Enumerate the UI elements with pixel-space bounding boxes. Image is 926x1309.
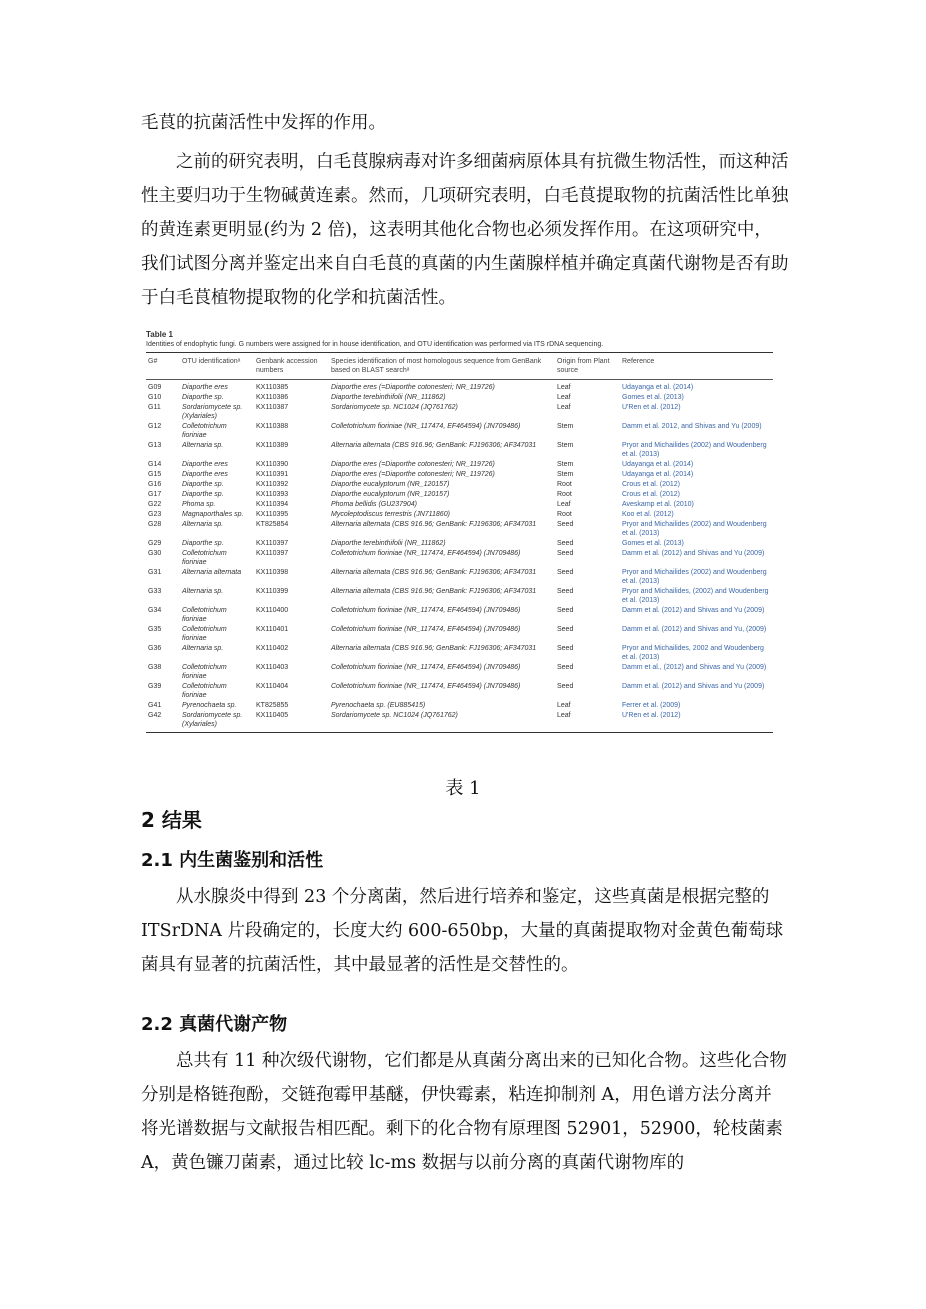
cell-origin: Leaf xyxy=(557,394,571,401)
header-species: Species identification of most homologous sequence from GenBank based on BLAST searchᵃ xyxy=(329,353,555,380)
cell-species: Alternaria alternata (CBS 916.96; GenBank: FJ196306; AF347031 xyxy=(331,588,537,595)
cell-accession: KX110393 xyxy=(256,491,289,498)
cell-accession: KX110394 xyxy=(256,501,289,508)
cell-reference: Pryor and Michailides, (2002) and Woudenberg et al. (2013) xyxy=(622,588,769,604)
cell-species: Alternaria alternata (CBS 916.96; GenBank: FJ196306; AF347031 xyxy=(331,442,537,449)
table-row xyxy=(146,393,773,403)
cell-reference: U'Ren et al. (2012) xyxy=(620,711,773,733)
cell-accession: KX110398 xyxy=(256,569,289,576)
section-2-1-text: 从水腺炎中得到 23 个分离菌，然后进行培养和鉴定，这些真菌是根据完整的 ITSrDNA 片段确定的，长度大约 600-650bp，大量的真菌提取物对金黄色葡萄球菌具有显著的抗菌活性，其中最显著的活性是交替性的。 xyxy=(141,887,784,975)
cell-origin: Root xyxy=(557,511,572,518)
cell-otu: Diaporthe eres xyxy=(182,471,228,478)
cell-reference: Damm et al. (2012) and Shivas and Yu (2009) xyxy=(622,550,765,557)
cell-g: G38 xyxy=(148,664,162,671)
cell-origin: Seed xyxy=(557,664,574,671)
cell-origin: Root xyxy=(557,481,572,488)
cell-accession: KX110397 xyxy=(256,550,289,557)
cell-reference: Ferrer et al. (2009) xyxy=(622,702,681,709)
cell-g: G36 xyxy=(148,645,162,652)
cell-g: G12 xyxy=(148,423,162,430)
cell-species: Colletotrichum fioriniae (NR_117474, EF464594) (JN709486) xyxy=(331,626,521,633)
table-row xyxy=(146,701,773,711)
cell-species: Diaporthe eres (=Diaporthe cotonesteri; NR_119726) xyxy=(331,461,495,468)
cell-reference: Damm et al. (2012) and Shivas and Yu (2009) xyxy=(622,683,765,690)
cell-g: G30 xyxy=(148,550,162,557)
cell-species: Colletotrichum fioriniae (NR_117474, EF464594) (JN709486) xyxy=(331,664,521,671)
table-row xyxy=(146,625,773,644)
cell-reference: Gomes et al. (2013) xyxy=(622,540,684,547)
cell-otu: Colletotrichum fioriniae xyxy=(182,664,227,680)
table-row xyxy=(146,520,773,539)
table-row xyxy=(146,568,773,587)
cell-species: Colletotrichum fioriniae (NR_117474, EF464594) (JN709486) xyxy=(331,683,521,690)
table-figure xyxy=(146,330,773,733)
cell-species: Diaporthe terebinthifolii (NR_111862) xyxy=(331,394,446,401)
cell-otu: Magnaporthales sp. xyxy=(182,511,244,518)
intro-paragraph-text: 之前的研究表明，白毛茛腺病毒对许多细菌病原体具有抗微生物活性，而这种活性主要归功于生物碱黄连素。然而，几项研究表明，白毛茛提取物的抗菌活性比单独的黄连素更明显(约为 2 倍)，这表明其他化合物也必须发挥作用。在这项研究中，我们试图分离并鉴定出来自白毛茛的真菌的内生菌腺样植并确定真菌代谢物是否有助于白毛茛植物提取物的化学和抗菌活性。 xyxy=(141,152,789,308)
cell-g: G29 xyxy=(148,540,162,547)
cell-accession: KX110405 xyxy=(254,711,329,733)
table-caption: Identities of endophytic fungi. G numbers were assigned for in house identification, and OTU identification was performed via ITS rDNA sequencing. xyxy=(146,341,604,348)
cell-otu: Phoma sp. xyxy=(182,501,216,508)
cell-accession: KX110401 xyxy=(256,626,289,633)
cell-g: G15 xyxy=(148,471,162,478)
cell-species: Alternaria alternata (CBS 916.96; GenBank: FJ196306; AF347031 xyxy=(331,645,537,652)
cell-otu: Colletotrichum fioriniae xyxy=(182,626,227,642)
cell-otu: Diaporthe sp. xyxy=(182,491,224,498)
table-body xyxy=(146,380,773,733)
cell-species: Diaporthe eucalyptorum (NR_120157) xyxy=(331,481,450,488)
cell-g: G22 xyxy=(148,501,162,508)
cell-g: G28 xyxy=(148,521,162,528)
cell-accession: KX110400 xyxy=(256,607,289,614)
cell-reference: Damm et al. (2012) and Shivas and Yu, (2009) xyxy=(622,626,767,633)
table-row xyxy=(146,549,773,568)
cell-accession: KX110395 xyxy=(256,511,289,518)
cell-accession: KX110385 xyxy=(256,384,289,391)
header-genbank: Genbank accession numbers xyxy=(254,353,329,380)
cell-accession: KX110390 xyxy=(256,461,289,468)
table-row xyxy=(146,470,773,480)
cell-reference: Pryor and Michailides (2002) and Woudenberg et al. (2013) xyxy=(622,442,767,458)
fungi-table xyxy=(146,352,773,733)
cell-g: G14 xyxy=(148,461,162,468)
cell-origin: Leaf xyxy=(557,501,571,508)
cell-g: G39 xyxy=(148,683,162,690)
cell-origin: Seed xyxy=(557,588,574,595)
cell-accession: KT825854 xyxy=(256,521,289,528)
cell-species: Diaporthe eres (=Diaporthe cotonesteri; NR_119726) xyxy=(331,471,495,478)
header-g: G# xyxy=(146,353,180,380)
cell-reference: Crous et al. (2012) xyxy=(622,491,680,498)
section-heading-2-2: 2.2 真菌代谢产物 xyxy=(141,1014,288,1035)
cell-accession: KX110403 xyxy=(256,664,289,671)
cell-species: Mycoleptodiscus terrestris (JN711860) xyxy=(331,511,450,518)
cell-origin: Seed xyxy=(557,550,574,557)
cell-reference: Koo et al. (2012) xyxy=(622,511,674,518)
table-row xyxy=(146,644,773,663)
section-heading-2-1: 2.1 内生菌鉴别和活性 xyxy=(141,850,324,871)
table-row xyxy=(146,539,773,549)
cell-origin: Seed xyxy=(557,645,574,652)
table-row xyxy=(146,422,773,441)
cell-origin: Leaf xyxy=(555,711,620,733)
cell-species: Colletotrichum fioriniae (NR_117474, EF464594) (JN709486) xyxy=(331,607,521,614)
cell-reference: Aveskamp et al. (2010) xyxy=(622,501,694,508)
cell-origin: Seed xyxy=(557,540,574,547)
cell-g: G42 xyxy=(146,711,180,733)
cell-species: Colletotrichum fioriniae (NR_117474, EF464594) (JN709486) xyxy=(331,423,521,430)
cell-origin: Stem xyxy=(557,442,574,449)
cell-reference: Damm et al., (2012) and Shivas and Yu (2009) xyxy=(622,664,767,671)
intro-paragraph xyxy=(141,145,789,315)
cell-g: G33 xyxy=(148,588,162,595)
cell-g: G41 xyxy=(148,702,162,709)
cell-origin: Seed xyxy=(557,521,574,528)
cell-otu: Colletotrichum fioriniae xyxy=(182,607,227,623)
table-row xyxy=(146,460,773,470)
cell-g: G35 xyxy=(148,626,162,633)
cell-g: G17 xyxy=(148,491,162,498)
cell-g: G34 xyxy=(148,607,162,614)
cell-otu: Diaporthe eres xyxy=(182,461,228,468)
table-row xyxy=(146,606,773,625)
cell-origin: Stem xyxy=(557,423,574,430)
cell-accession: KX110386 xyxy=(256,394,289,401)
cell-otu: Sordariomycete sp. (Xylariales) xyxy=(180,711,254,733)
cell-species: Diaporthe eres (=Diaporthe cotonesteri; NR_119726) xyxy=(331,384,495,391)
header-reference: Reference xyxy=(620,353,773,380)
intro-line: 毛茛的抗菌活性中发挥的作用。 xyxy=(141,113,386,133)
table-header-row xyxy=(146,353,773,380)
table-row xyxy=(146,711,773,733)
cell-otu: Diaporthe sp. xyxy=(182,394,224,401)
cell-otu: Alternaria alternata xyxy=(182,569,242,576)
cell-accession: KX110388 xyxy=(256,423,289,430)
cell-accession: KX110399 xyxy=(256,588,289,595)
cell-accession: KX110391 xyxy=(256,471,289,478)
cell-otu: Diaporthe sp. xyxy=(182,481,224,488)
table-row xyxy=(146,500,773,510)
header-otu: OTU identificationᵃ xyxy=(180,353,254,380)
table-row xyxy=(146,510,773,520)
table-row xyxy=(146,380,773,394)
table-row xyxy=(146,403,773,422)
cell-origin: Seed xyxy=(557,569,574,576)
table-row xyxy=(146,587,773,606)
table-row xyxy=(146,441,773,460)
cell-origin: Seed xyxy=(557,683,574,690)
cell-accession: KX110392 xyxy=(256,481,289,488)
cell-reference: Pryor and Michailides (2002) and Woudenberg et al. (2013) xyxy=(622,521,767,537)
cell-species: Pyrenochaeta sp. (EU885415) xyxy=(331,702,426,709)
table-row xyxy=(146,682,773,701)
cell-origin: Root xyxy=(557,491,572,498)
cell-otu: Colletotrichum fioriniae xyxy=(182,550,227,566)
cell-reference: Pryor and Michailides, 2002 and Woudenberg et al. (2013) xyxy=(622,645,764,661)
cell-reference: Pryor and Michailides (2002) and Woudenberg et al. (2013) xyxy=(622,569,767,585)
cell-g: G16 xyxy=(148,481,162,488)
cell-reference: U'Ren et al. (2012) xyxy=(622,404,681,411)
cell-species: Sordariomycete sp. NC1024 (JQ761762) xyxy=(329,711,555,733)
header-origin: Origin from Plant source xyxy=(555,353,620,380)
cell-otu: Colletotrichum fioriniae xyxy=(182,423,227,439)
cell-otu: Diaporthe sp. xyxy=(182,540,224,547)
table-row xyxy=(146,663,773,682)
cell-reference: Crous et al. (2012) xyxy=(622,481,680,488)
cell-otu: Alternaria sp. xyxy=(182,442,224,449)
cell-accession: KX110397 xyxy=(256,540,289,547)
cell-species: Diaporthe eucalyptorum (NR_120157) xyxy=(331,491,450,498)
section-heading-results: 2 结果 xyxy=(141,808,202,832)
cell-g: G10 xyxy=(148,394,162,401)
cell-accession: KX110387 xyxy=(256,404,289,411)
cell-reference: Udayanga et al. (2014) xyxy=(622,461,694,468)
cell-origin: Stem xyxy=(557,461,574,468)
cell-g: G13 xyxy=(148,442,162,449)
cell-origin: Leaf xyxy=(557,702,571,709)
table-caption-zh: 表 1 xyxy=(445,778,481,799)
cell-species: Sordariomycete sp. NC1024 (JQ761762) xyxy=(331,404,458,411)
cell-g: G23 xyxy=(148,511,162,518)
table-row xyxy=(146,480,773,490)
cell-g: G09 xyxy=(148,384,162,391)
cell-otu: Alternaria sp. xyxy=(182,645,224,652)
cell-accession: KX110389 xyxy=(256,442,289,449)
table-row xyxy=(146,490,773,500)
cell-species: Diaporthe terebinthifolii (NR_111862) xyxy=(331,540,446,547)
cell-otu: Pyrenochaeta sp. xyxy=(182,702,237,709)
cell-reference: Udayanga et al. (2014) xyxy=(622,384,694,391)
cell-otu: Diaporthe eres xyxy=(182,384,228,391)
cell-otu: Sordariomycete sp. (Xylariales) xyxy=(182,404,243,420)
cell-species: Phoma bellidis (GU237904) xyxy=(331,501,417,508)
section-2-2-paragraph xyxy=(141,1044,789,1180)
section-2-1-paragraph xyxy=(141,880,789,982)
cell-accession: KT825855 xyxy=(256,702,289,709)
cell-reference: Damm et al. 2012, and Shivas and Yu (2009) xyxy=(622,423,762,430)
cell-origin: Seed xyxy=(557,607,574,614)
cell-species: Colletotrichum fioriniae (NR_117474, EF464594) (JN709486) xyxy=(331,550,521,557)
cell-origin: Leaf xyxy=(557,384,571,391)
cell-species: Alternaria alternata (CBS 916.96; GenBank: FJ196306; AF347031 xyxy=(331,569,537,576)
cell-otu: Alternaria sp. xyxy=(182,521,224,528)
cell-origin: Stem xyxy=(557,471,574,478)
cell-origin: Seed xyxy=(557,626,574,633)
intro-fragment xyxy=(141,106,789,140)
cell-otu: Colletotrichum fioriniae xyxy=(182,683,227,699)
cell-reference: Damm et al. (2012) and Shivas and Yu (2009) xyxy=(622,607,765,614)
cell-origin: Leaf xyxy=(557,404,571,411)
cell-reference: Gomes et al. (2013) xyxy=(622,394,684,401)
cell-g: G11 xyxy=(148,404,161,411)
cell-species: Alternaria alternata (CBS 916.96; GenBank: FJ196306; AF347031 xyxy=(331,521,537,528)
cell-reference: Udayanga et al. (2014) xyxy=(622,471,694,478)
cell-accession: KX110404 xyxy=(256,683,289,690)
table-label: Table 1 xyxy=(146,330,173,339)
cell-g: G31 xyxy=(148,569,162,576)
section-2-2-text: 总共有 11 种次级代谢物，它们都是从真菌分离出来的已知化合物。这些化合物分别是格链孢酚，交链孢霉甲基醚，伊快霉素，粘连抑制剂 A，用色谱方法分离并将光谱数据与文献报告相匹配。剩下的化合物有原理图 52901，52900，轮枝菌素 A，黄色镰刀菌素，通过比较 lc-ms 数据与以前分离的真菌代谢物库的 xyxy=(141,1051,787,1173)
cell-accession: KX110402 xyxy=(256,645,289,652)
cell-otu: Alternaria sp. xyxy=(182,588,224,595)
